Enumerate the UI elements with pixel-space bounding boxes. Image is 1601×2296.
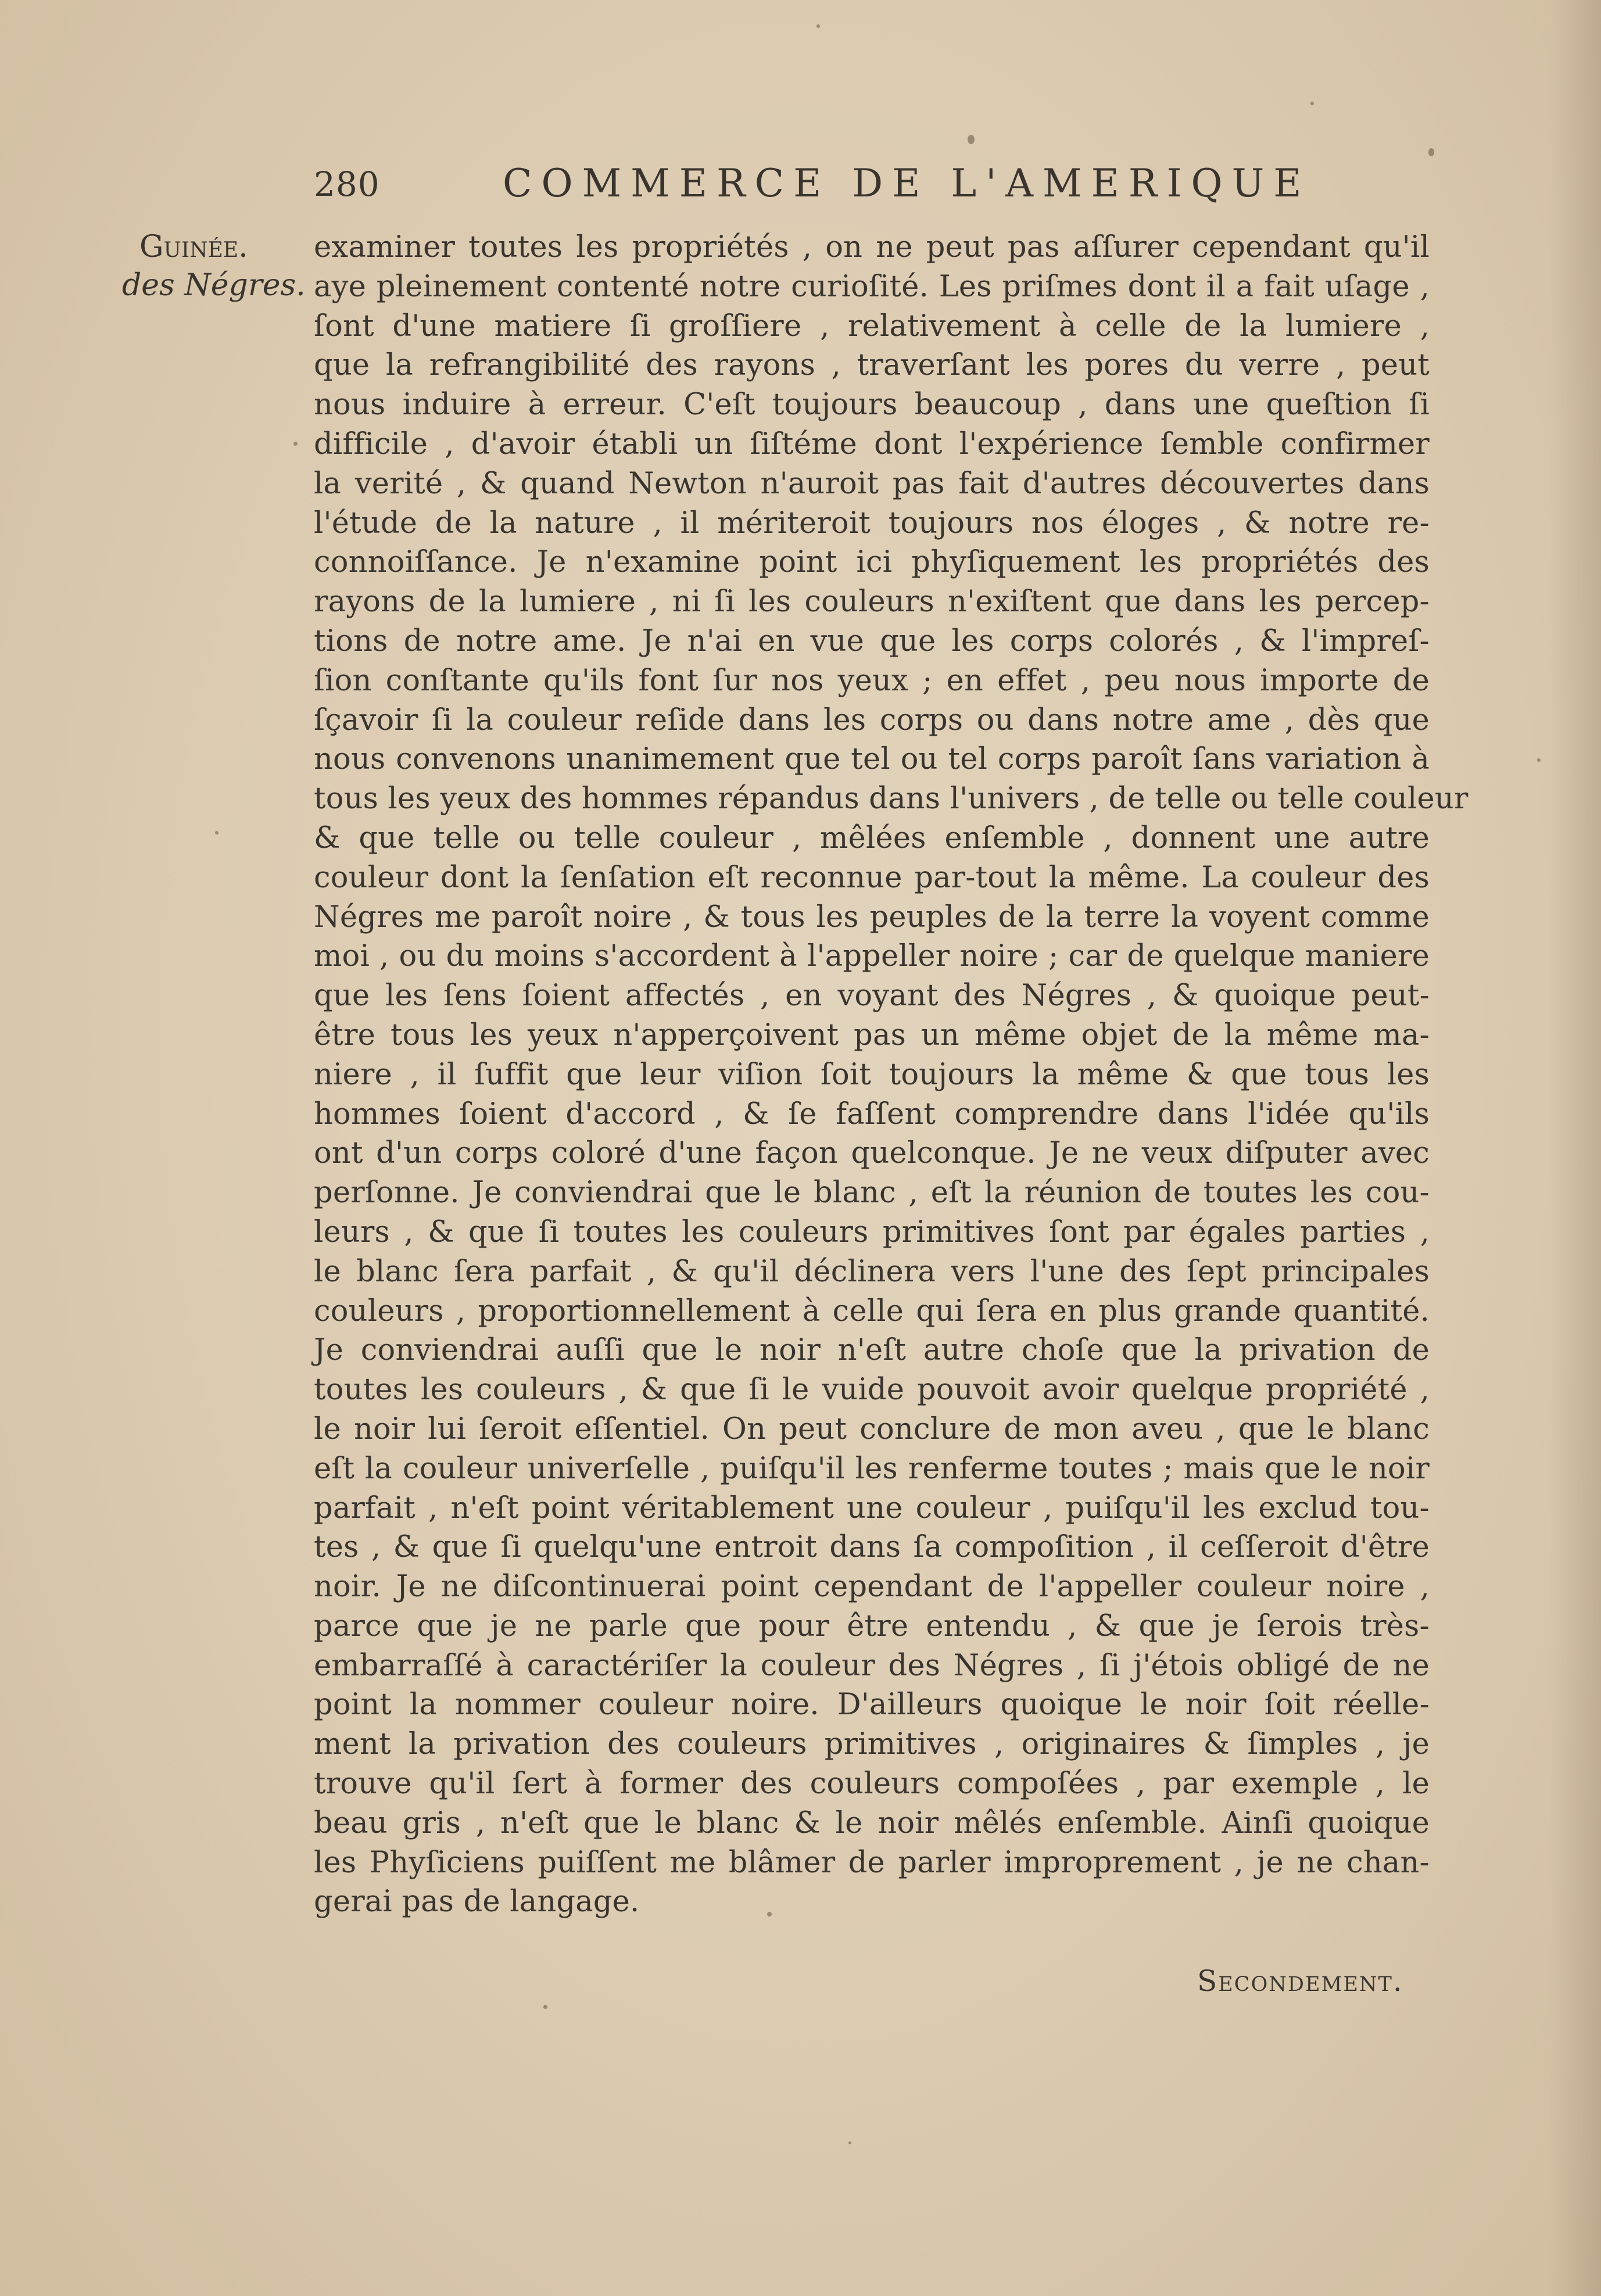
paper-speck	[293, 442, 298, 446]
body-text	[314, 228, 1469, 1922]
text-line: l'étude de la nature , il mériteroit toujours nos éloges , & notre re-	[314, 506, 1430, 540]
text-line: niere , il ſuffit que leur viſion ſoit toujours la même & que tous les	[314, 1057, 1430, 1092]
running-title: COMMERCE DE L'AMERIQUE	[503, 161, 1311, 206]
text-line: hommes ſoient d'accord , & ſe faſſent comprendre dans l'idée qu'ils	[314, 1097, 1430, 1131]
text-line: que la refrangibilité des rayons , traverſant les pores du verre , peut	[314, 348, 1430, 383]
text-line: toutes les couleurs , & que ſi le vuide pouvoit avoir quelque propriété ,	[314, 1373, 1430, 1407]
text-line: noir. Je ne diſcontinuerai point cependant de l'appeller couleur noire ,	[314, 1570, 1430, 1604]
text-line: le blanc ſera parfait , & qu'il déclinera vers l'une des ſept principales	[314, 1254, 1430, 1289]
text-line: ſçavoir ſi la couleur reſide dans les corps ou dans notre ame , dès que	[314, 703, 1430, 737]
text-line: nous convenons unanimement que tel ou tel corps paroît ſans variation à	[314, 742, 1430, 777]
text-line: beau gris , n'eſt que le blanc & le noir mêlés enſemble. Ainſi quoique	[314, 1806, 1430, 1840]
text-line: ſont d'une matiere ſi groſſiere , relativement à celle de la lumiere ,	[314, 309, 1430, 343]
text-line: Je conviendrai auſſi que le noir n'eſt autre choſe que la privation de	[314, 1333, 1430, 1368]
paper-speck	[1428, 148, 1434, 156]
text-line: ont d'un corps coloré d'une façon quelconque. Je ne veux diſputer avec	[314, 1136, 1430, 1171]
margin-note	[122, 228, 314, 305]
text-line: que les ſens ſoient affectés , en voyant des Négres , & quoique peut-	[314, 979, 1430, 1013]
page-header	[314, 154, 1311, 218]
text-line: être tous les yeux n'apperçoivent pas un même objet de la même ma-	[314, 1018, 1430, 1052]
text-line: connoiſſance. Je n'examine point ici phyſiquement les propriétés des	[314, 545, 1430, 580]
paper-speck	[215, 831, 219, 834]
text-line: tes , & que ſi quelqu'une entroit dans ſa compoſition , il ceſſeroit d'être	[314, 1530, 1430, 1565]
paper-speck	[1310, 102, 1314, 105]
text-line: trouve qu'il ſert à former des couleurs compoſées , par exemple , le	[314, 1767, 1430, 1801]
text-line: nous induire à erreur. C'eſt toujours beaucoup , dans une queſtion ſi	[314, 388, 1430, 422]
page-number: 280	[314, 164, 380, 204]
paper-speck	[543, 2005, 547, 2009]
paper-speck	[848, 2141, 851, 2144]
text-line: eſt la couleur univerſelle , puiſqu'il les renferme toutes ; mais que le noir	[314, 1451, 1430, 1486]
text-line: examiner toutes les propriétés , on ne peut pas aſſurer cependant qu'il	[314, 230, 1430, 264]
text-line: Négres me paroît noire , & tous les peuples de la terre la voyent comme	[314, 900, 1430, 934]
text-line: perſonne. Je conviendrai que le blanc , eſt la réunion de toutes les cou-	[314, 1176, 1430, 1210]
text-line: rayons de la lumiere , ni ſi les couleurs n'exiſtent que dans les percep-	[314, 585, 1430, 619]
catchword: Secondement.	[1197, 1964, 1403, 1998]
text-line: moi , ou du moins s'accordent à l'appeller noire ; car de quelque maniere	[314, 939, 1430, 974]
text-line: les Phyſiciens puiſſent me blâmer de parler improprement , je ne chan-	[314, 1845, 1430, 1880]
paper-speck	[767, 1912, 772, 1917]
text-line: tions de notre ame. Je n'ai en vue que les corps colorés , & l'impreſ-	[314, 624, 1430, 658]
text-line: le noir lui ſeroit eſſentiel. On peut conclure de mon aveu , que le blanc	[314, 1412, 1430, 1446]
text-line: parce que je ne parle que pour être entendu , & que je ſerois très-	[314, 1609, 1430, 1643]
text-line: ſion conſtante qu'ils font ſur nos yeux ; en effet , peu nous importe de	[314, 663, 1430, 698]
text-line: difficile , d'avoir établi un ſiſtéme dont l'expérience ſemble confirmer	[314, 427, 1430, 461]
text-line: embarraſſé à caractériſer la couleur des Négres , ſi j'étois obligé de ne	[314, 1648, 1430, 1683]
page-edge-shadow	[1549, 0, 1601, 2296]
text-line: la verité , & quand Newton n'auroit pas fait d'autres découvertes dans	[314, 466, 1430, 501]
text-line: parfait , n'eſt point véritablement une couleur , puiſqu'il les exclud tou-	[314, 1491, 1430, 1525]
margin-note-line: Guinée.	[139, 230, 248, 264]
text-line: aye pleinement contenté notre curioſité. Les priſmes dont il a fait uſage ,	[314, 269, 1430, 304]
text-line: couleurs , proportionnellement à celle qui ſera en plus grande quantité.	[314, 1294, 1430, 1328]
text-line: & que telle ou telle couleur , mêlées enſemble , donnent une autre	[314, 821, 1430, 855]
margin-note-line: des Négres.	[122, 268, 306, 303]
text-line: leurs , & que ſi toutes les couleurs primitives ſont par égales parties ,	[314, 1215, 1430, 1249]
text-line: tous les yeux des hommes répandus dans l'univers , de telle ou telle couleur	[314, 782, 1469, 816]
paper-speck	[816, 24, 820, 28]
text-line: point la nommer couleur noire. D'ailleurs quoique le noir ſoit réelle-	[314, 1688, 1430, 1722]
paper-speck	[968, 135, 975, 144]
text-line: gerai pas de langage.	[314, 1885, 640, 1919]
paper-speck	[1537, 758, 1541, 762]
text-line: ment la privation des couleurs primitives , originaires & ſimples , je	[314, 1727, 1430, 1762]
text-line: couleur dont la ſenſation eſt reconnue par-tout la même. La couleur des	[314, 860, 1430, 895]
